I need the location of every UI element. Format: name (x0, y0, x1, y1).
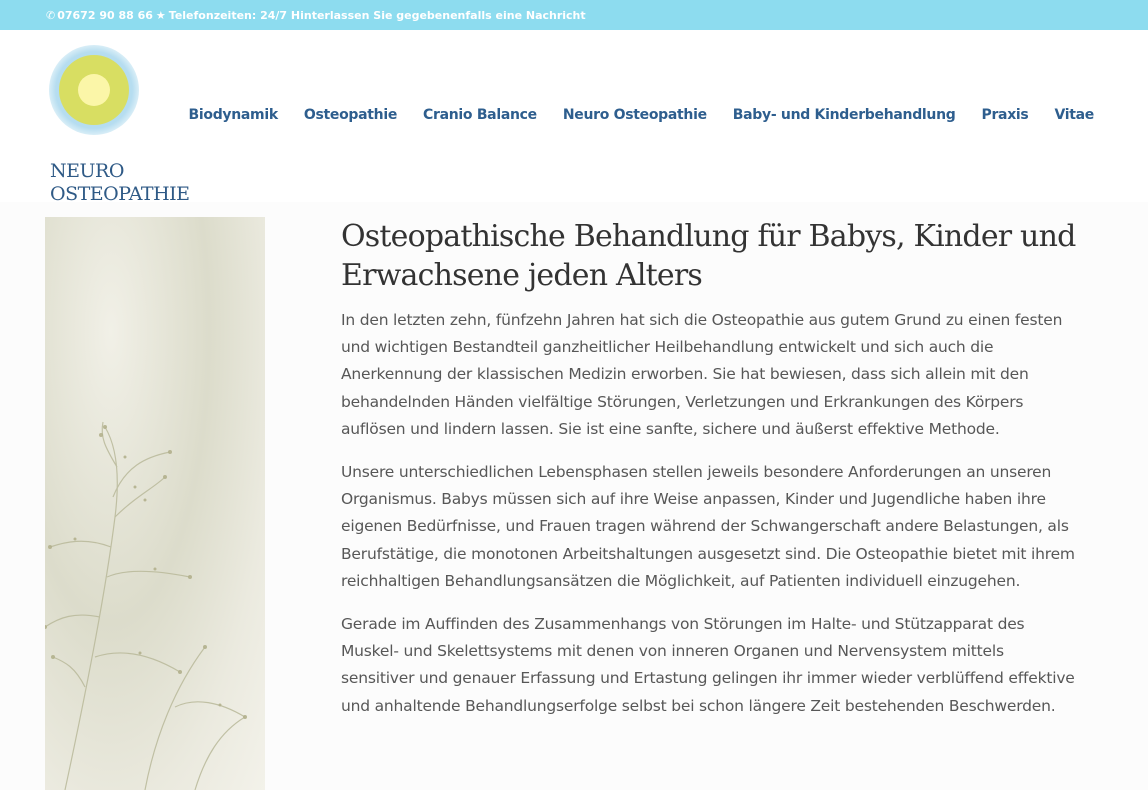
main-navigation (189, 107, 1095, 123)
sun-logo-icon (48, 44, 140, 136)
logo-text (50, 160, 190, 206)
phone-icon: ✆ (46, 8, 56, 22)
nav-item-cranio-balance[interactable]: Cranio Balance (423, 107, 537, 123)
nav-item-neuro-osteopathie[interactable]: Neuro Osteopathie (562, 107, 707, 123)
logo-line-1: NEURO (50, 160, 124, 182)
grass-stems-illustration (45, 217, 265, 790)
nav-item-vitae[interactable]: Vitae (1054, 107, 1094, 123)
star-icon: ★ (155, 8, 166, 22)
top-info-bar (0, 0, 1148, 30)
nav-item-osteopathie[interactable]: Osteopathie (303, 107, 398, 123)
nav-item-biodynamik[interactable]: Biodynamik (188, 107, 278, 123)
diagnosis-paragraph: Gerade im Auffinden des Zusammenhangs von Störungen im Halte- und Stützapparat des Muskel- und Skelettsystems mit denen von inneren Organen und Nervensystem mittels sensitiver und genauer Erfassung und Ertastung gelingen ihr immer wieder verblüffend effektive und anhaltende Behandlungserfolge selbst bei schon längere Zeit bestehenden Beschwerden. (341, 615, 1075, 715)
page-title: Osteopathische Behandlung für Babys, Kinder und Erwachsene jeden Alters (341, 219, 1076, 293)
phone-hours: Telefonzeiten: 24/7 Hinterlassen Sie gegebenenfalls eine Nachricht (168, 8, 586, 22)
main-content (341, 217, 1076, 736)
nav-item-praxis[interactable]: Praxis (981, 107, 1029, 123)
logo-line-2: OSTEOPATHIE (50, 183, 190, 205)
phone-number[interactable]: 07672 90 88 66 (57, 8, 153, 22)
intro-paragraph: In den letzten zehn, fünfzehn Jahren hat sich die Osteopathie aus gutem Grund zu einen festen und wichtigen Bestandteil ganzheitlicher Heilbehandlung entwickelt und sich auch die Anerkennung der klassischen Medizin erworben. Sie hat bewiesen, dass sich allein mit den behandelnden Händen vielfältige Störungen, Verletzungen und Erkrankungen des Körpers auflösen und lindern lassen. Sie ist eine sanfte, sichere und äußerst effektive Methode. (341, 311, 1063, 438)
life-phases-paragraph: Unsere unterschiedlichen Lebensphasen stellen jeweils besondere Anforderungen an unseren Organismus. Babys müssen sich auf ihre Weise anpassen, Kinder und Jugendliche haben ihre eigenen Bedürfnisse, und Frauen tragen während der Schwangerschaft andere Belastungen, als Berufstätige, die monotonen Arbeitshaltungen ausgesetzt sind. Die Osteopathie bietet mit ihrem reichhaltigen Behandlungsansätzen die Möglichkeit, auf Patienten individuell einzugehen. (341, 463, 1075, 590)
site-logo[interactable] (48, 44, 190, 205)
side-image-grass (45, 217, 265, 790)
nav-item-baby-kinderbehandlung[interactable]: Baby- und Kinderbehandlung (732, 107, 956, 123)
site-header (0, 30, 1148, 205)
